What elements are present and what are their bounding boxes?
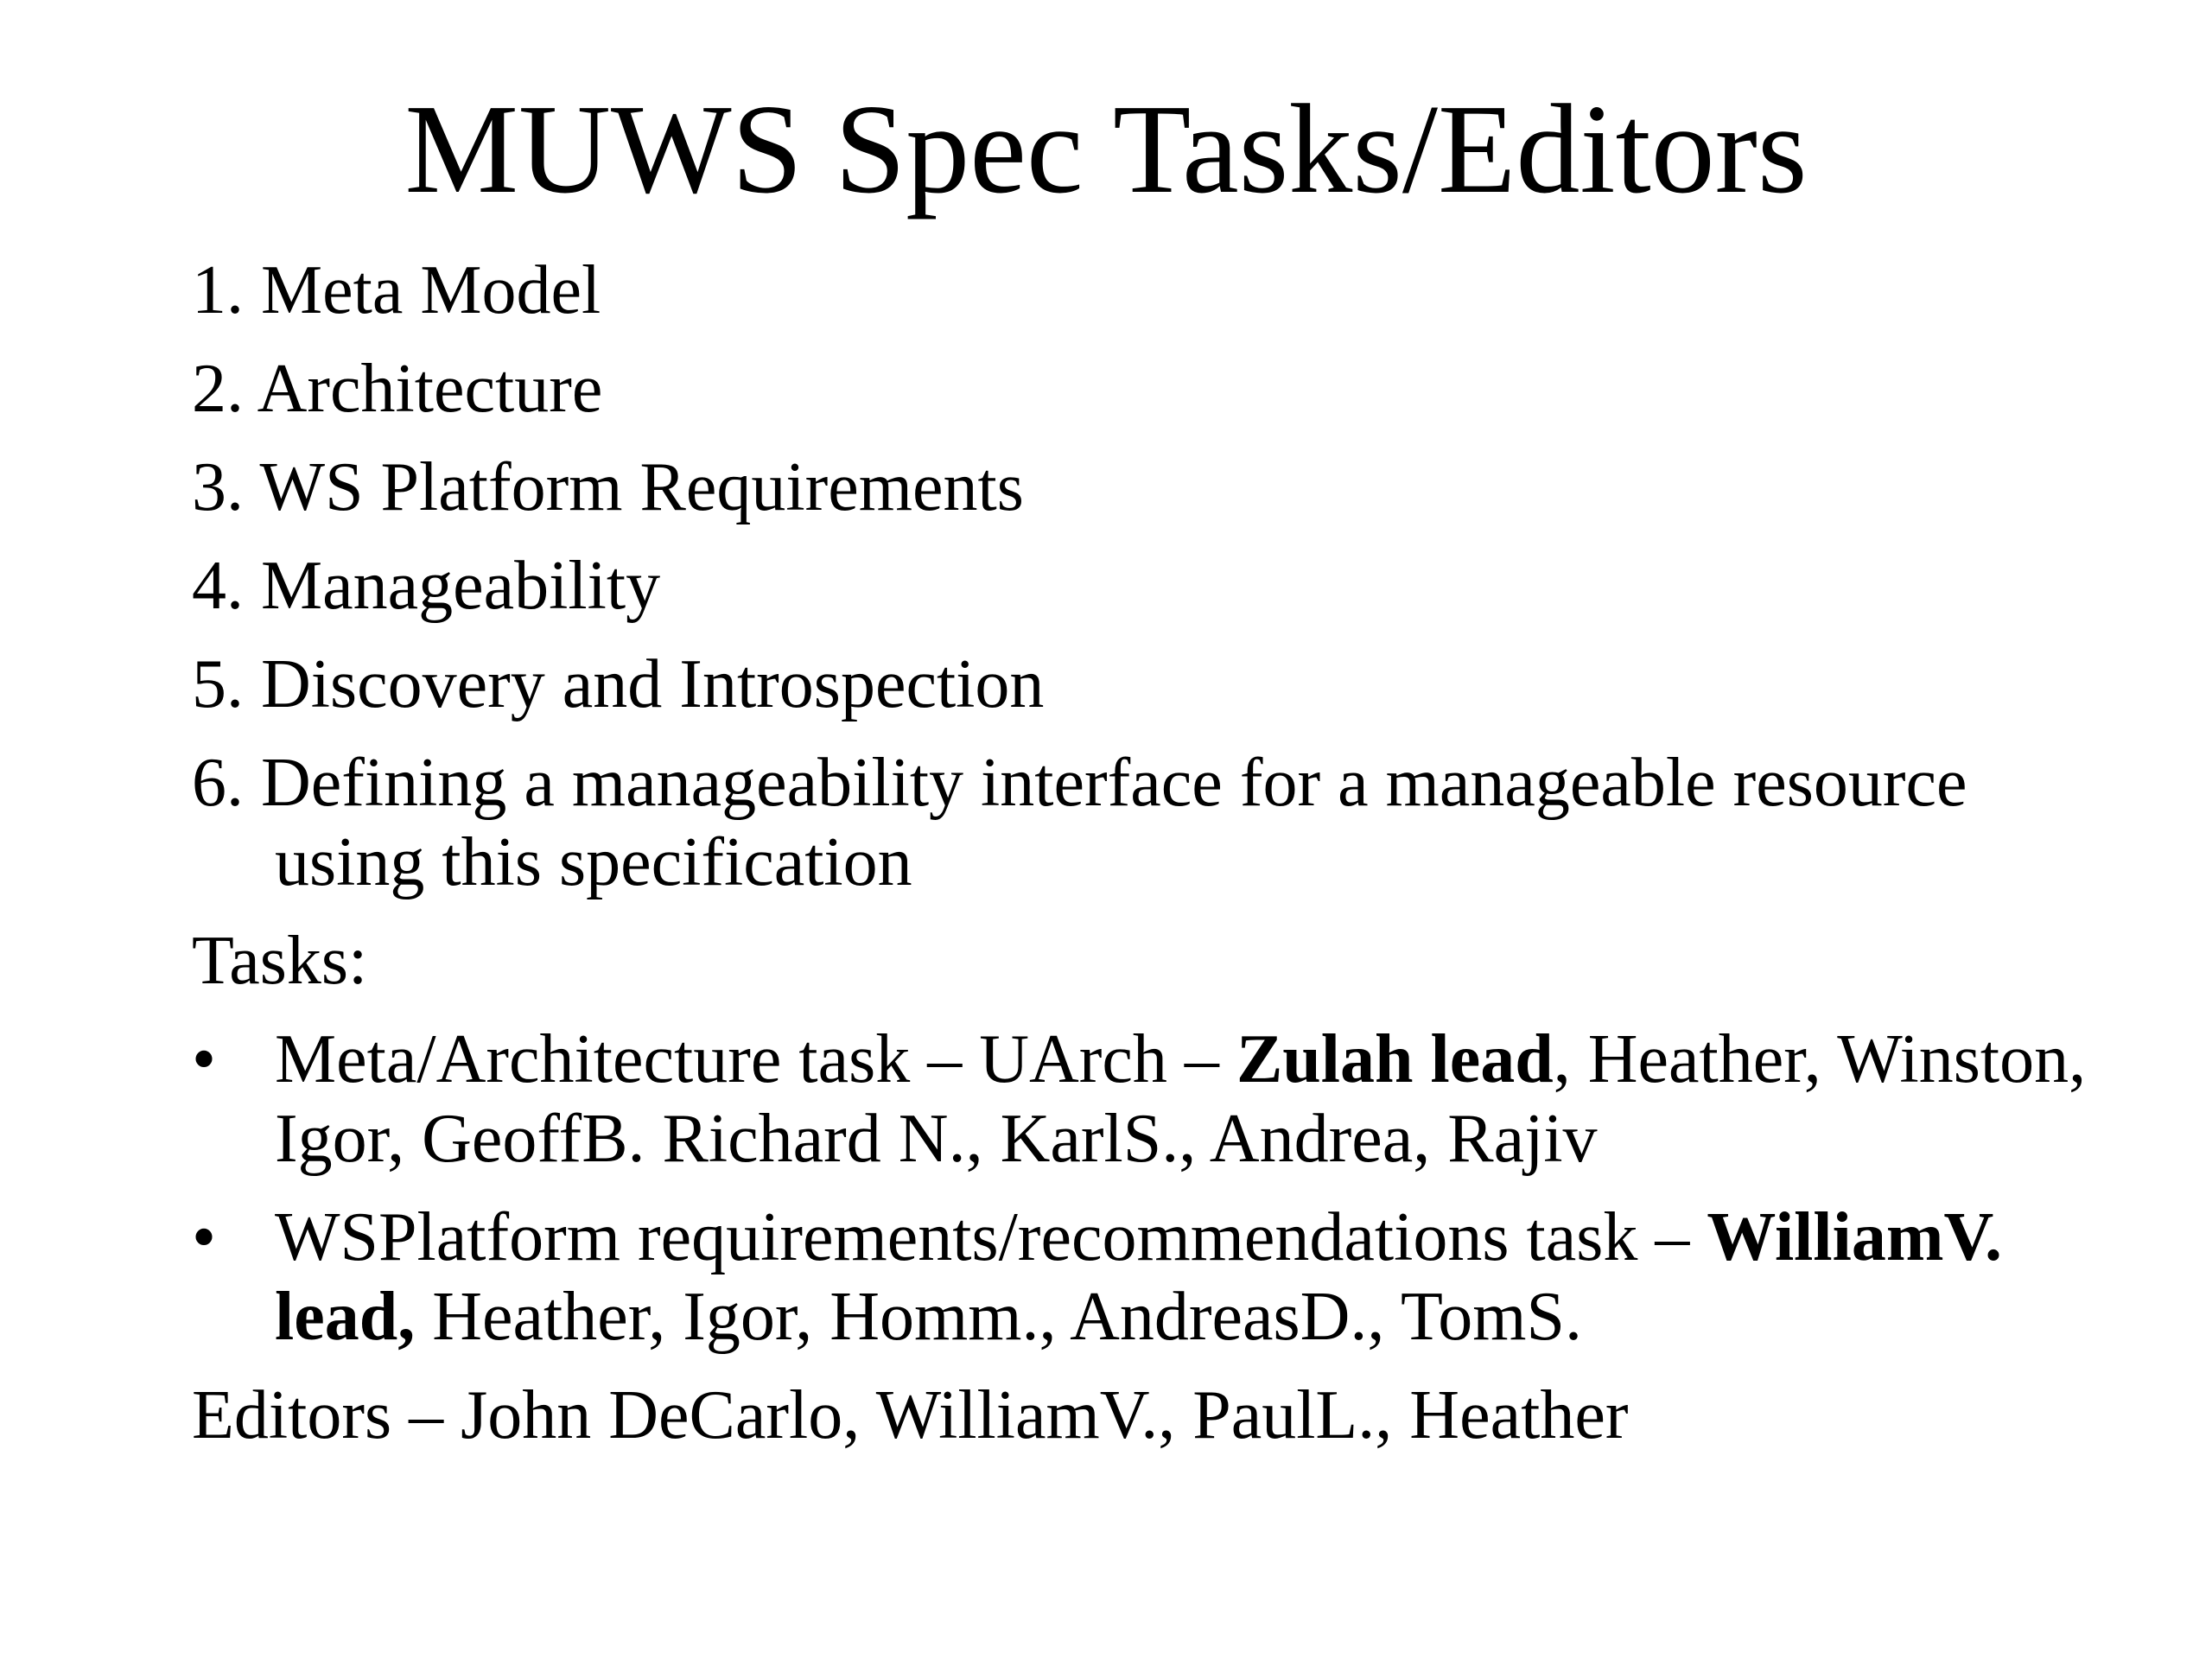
bullet-text-before: Meta/Architecture task – UArch – [275,1021,1236,1097]
bullet-lead: WilliamV. lead, [275,1199,2002,1355]
numbered-item-architecture: 2. Architecture [192,351,603,427]
numbered-item-meta-model: 1. Meta Model [192,252,601,328]
bullet-item-meta-architecture [192,1020,2093,1179]
slide-title: MUWS Spec Tasks/Editors [404,79,1808,220]
bullet-icon: • [192,1021,217,1097]
bullet-text-before: WSPlatform requirements/recommendations task – [275,1199,1707,1275]
numbered-item-manageability: 4. Manageability [192,548,661,624]
numbered-item-discovery: 5. Discovery and Introspection [192,646,1045,722]
tasks-label: Tasks: [192,923,368,999]
bullet-text-after: , Heather, Winston, Igor, GeoffB. Richard N., KarlS., Andrea, Rajiv [275,1021,2087,1177]
bullet-text-after: Heather, Igor, Homm., AndreasD., TomS. [415,1279,1582,1355]
slide-body [192,251,2093,1474]
editors-line: Editors – John DeCarlo, WilliamV., PaulL., Heather [192,1377,1629,1453]
numbered-item-ws-platform-requirements: 3. WS Platform Requirements [192,449,1024,525]
bullet-lead: Zulah lead [1236,1021,1554,1097]
numbered-item-defining-interface: 6. Defining a manageability interface for a manageable resource using this specification [192,745,1967,900]
bullet-icon: • [192,1199,217,1275]
bullet-item-wsplatform [192,1198,2093,1357]
